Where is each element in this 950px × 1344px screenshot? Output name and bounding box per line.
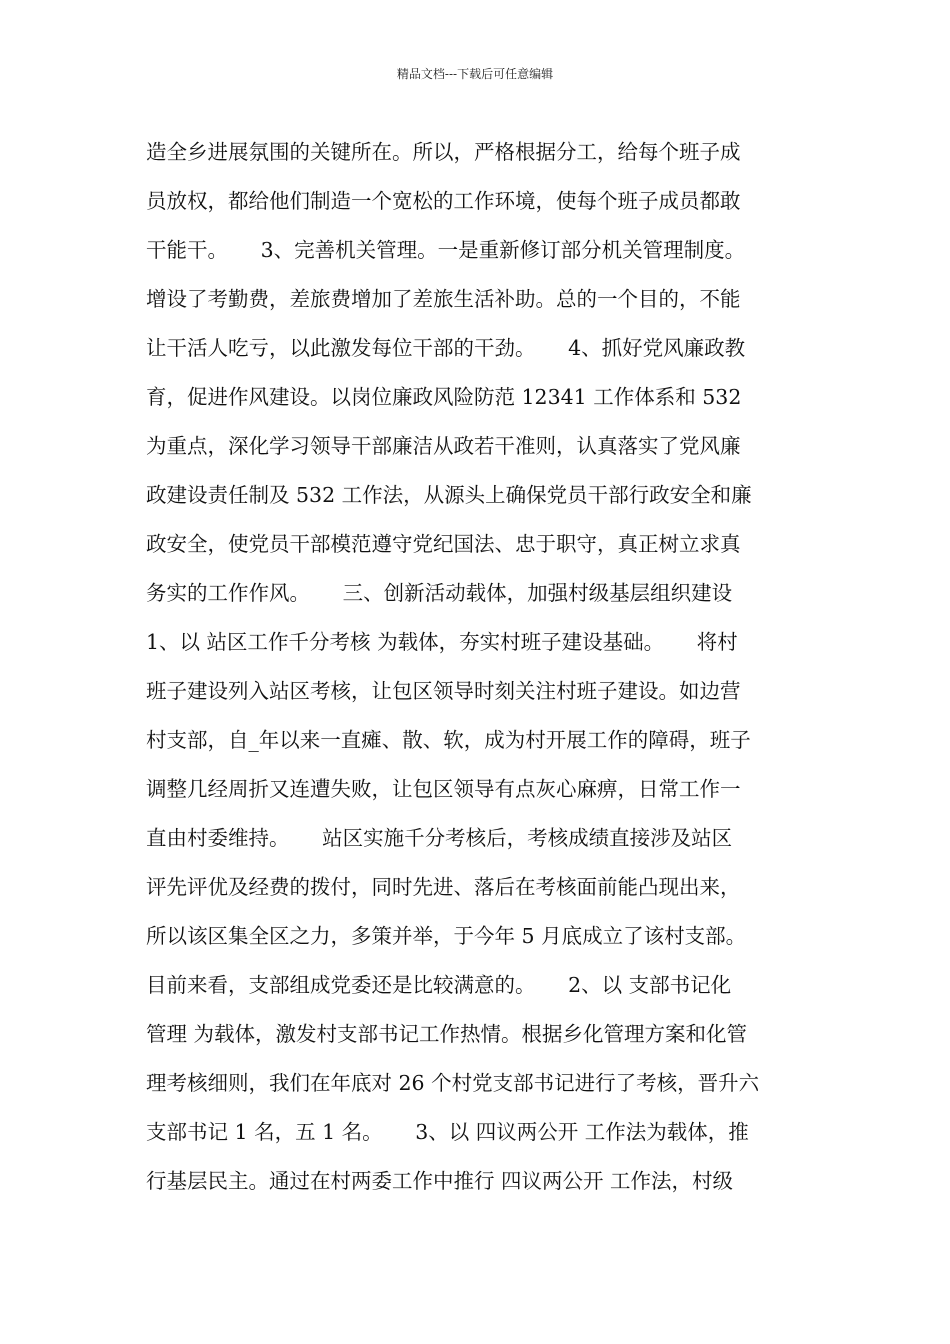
text-line: 员放权，都给他们制造一个宽松的工作环境，使每个班子成员都敢 [146,189,741,213]
text-line: 评先评优及经费的拨付，同时先进、落后在考核面前能凸现出来， [146,875,741,899]
text-line: 为重点，深化学习领导干部廉洁从政若干准则，认真落实了党风廉 [146,434,741,458]
text-line: 所以该区集全区之力，多策并举，于今年 5 月底成立了该村支部。 [146,924,747,948]
text-line: 管理 为载体，激发村支部书记工作热情。根据乡化管理方案和化管 [146,1022,748,1046]
text-line: 直由村委维持。 站区实施千分考核后，考核成绩直接涉及站区 [146,826,733,850]
text-line: 理考核细则，我们在年底对 26 个村党支部书记进行了考核，晋升六 [146,1071,760,1095]
text-line: 目前来看，支部组成党委还是比较满意的。 2、以 支部书记化 [146,973,732,997]
text-line: 干能干。 3、完善机关管理。一是重新修订部分机关管理制度。 [146,238,746,262]
text-line: 政建设责任制及 532 工作法，从源头上确保党员干部行政安全和廉 [146,483,752,507]
text-line: 让干活人吃亏，以此激发每位干部的干劲。 4、抓好党风廉政教 [146,336,746,360]
text-line: 支部书记 1 名，五 1 名。 3、以 四议两公开 工作法为载体，推 [146,1120,749,1144]
text-line: 行基层民主。通过在村两委工作中推行 四议两公开 工作法，村级 [146,1169,734,1193]
document-body [146,128,814,1206]
text-line: 造全乡进展氛围的关键所在。所以，严格根据分工，给每个班子成 [146,140,741,164]
text-line: 育，促进作风建设。以岗位廉政风险防范 12341 工作体系和 532 [146,385,742,409]
text-line: 调整几经周折又连遭失败，让包区领导有点灰心麻痹，日常工作一 [146,777,741,801]
text-line: 务实的工作作风。 三、创新活动载体，加强村级基层组织建设 [146,581,733,605]
text-line: 村支部，自_年以来一直瘫、散、软，成为村开展工作的障碍，班子 [146,728,751,752]
text-line: 政安全，使党员干部模范遵守党纪国法、忠于职守，真正树立求真 [146,532,741,556]
text-line: 班子建设列入站区考核，让包区领导时刻关注村班子建设。如边营 [146,679,741,703]
page-header: 精品文档---下载后可任意编辑 [396,67,554,81]
text-line: 1、以 站区工作千分考核 为载体，夯实村班子建设基础。 将村 [146,630,738,654]
text-line: 增设了考勤费，差旅费增加了差旅生活补助。总的一个目的，不能 [146,287,741,311]
